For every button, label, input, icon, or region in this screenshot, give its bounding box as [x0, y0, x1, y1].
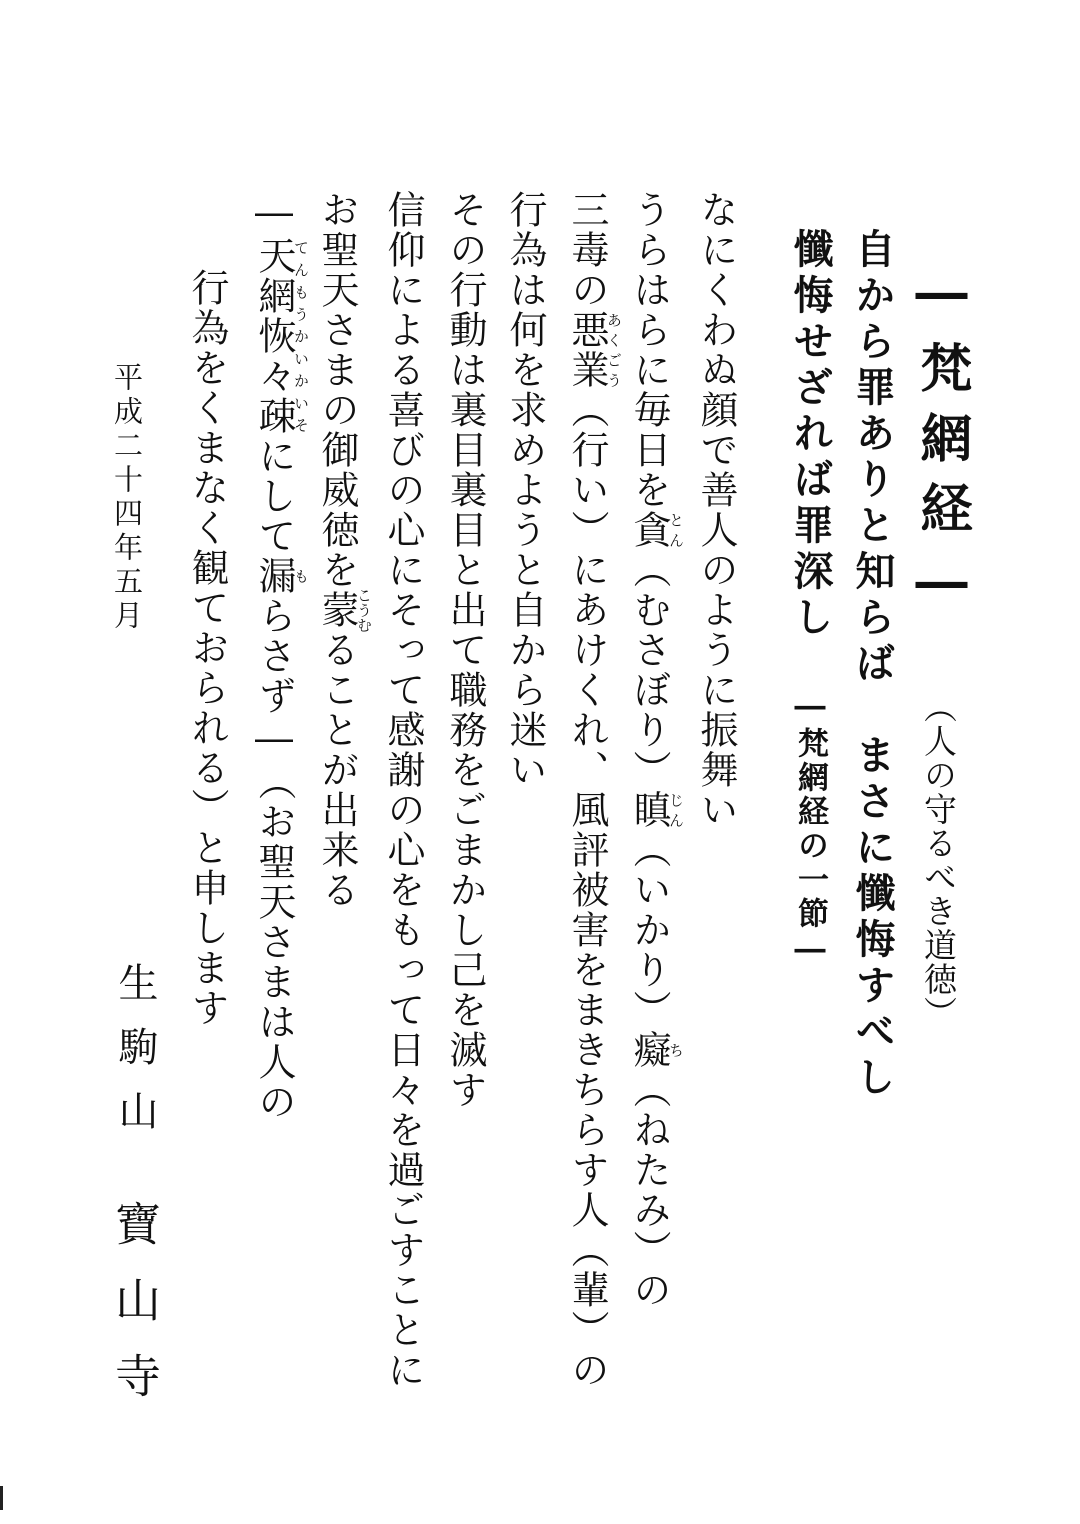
signature: [108, 962, 162, 1428]
body-line-2: [627, 190, 685, 1310]
body-line-2-part-a: うらはらに毎日を: [627, 190, 671, 510]
body-line-7: [315, 190, 373, 910]
ruby-tenmou-reading: てんもうかいかいそ: [292, 236, 310, 436]
date-line: 平成二十四年五月: [110, 362, 144, 634]
body-line-2-part-b: （むさぼり）: [627, 550, 671, 790]
heading-line-2-text: 懺悔せざれば罪深し: [787, 228, 834, 688]
ruby-komu: 蒙こうむ: [315, 587, 373, 633]
ruby-mo: 漏も: [252, 556, 310, 596]
ruby-chi: 癡ち: [627, 1030, 685, 1070]
ruby-ton-reading: とん: [667, 510, 685, 550]
heading-note: ―梵網経の一節―: [792, 688, 828, 970]
signature-mountain: 生駒山: [112, 962, 158, 1154]
body-line-2-part-c: （いかり）: [627, 830, 671, 1030]
body-line-7-part-b: ることが出来る: [315, 630, 359, 910]
ruby-chi-reading: ち: [667, 1030, 685, 1070]
body-line-4: 行為は何を求めようと自から迷い: [503, 190, 547, 790]
ruby-ton: 貪とん: [627, 510, 685, 550]
ruby-tenmou: 天網恢々疎てんもうかいかいそ: [252, 236, 310, 436]
heading-line-1: 自から罪ありと知らば まさに懺悔すべし: [849, 228, 896, 1102]
body-line-9: 行為をくまなく観ておられる）と申します: [185, 268, 229, 1028]
body-line-3: [565, 190, 623, 1390]
body-line-8-part-a: ―: [252, 190, 296, 236]
body-line-7-part-a: お聖天さまの御威徳を: [315, 190, 359, 590]
body-line-8-part-c: らさず―（お聖天さまは人の: [252, 596, 296, 1122]
signature-temple: 寶山寺: [108, 1200, 162, 1428]
page-title: ―梵網経―: [911, 262, 972, 630]
body-line-8: [252, 190, 310, 1122]
body-line-1: なにくわぬ顔で善人のように振舞い: [694, 190, 738, 830]
ruby-mo-reading: も: [292, 556, 310, 596]
ruby-komu-reading: こうむ: [355, 587, 373, 633]
ruby-jin-reading: じん: [667, 790, 685, 830]
ruby-akugo-reading: あくごう: [605, 310, 623, 390]
ruby-akugo: 悪業あくごう: [565, 310, 623, 390]
page-subtitle: （人の守るべき道徳）: [919, 690, 958, 1030]
body-line-3-part-a: 三毒の: [565, 190, 609, 310]
body-line-8-part-b: にして: [252, 436, 296, 556]
heading-line-2: [787, 228, 834, 970]
ruby-jin: 瞋じん: [627, 790, 685, 830]
body-line-5: その行動は裏目裏目と出て職務をごまかし己を滅す: [443, 190, 487, 1110]
body-line-6: 信仰による喜びの心にそって感謝の心をもって日々を過ごすことに: [381, 190, 425, 1390]
scan-edge-mark: [0, 1486, 3, 1510]
body-line-2-part-d: （ねたみ）の: [627, 1070, 671, 1310]
body-line-3-part-b: （行い）にあけくれ、風評被害をまきちらす人（輩）の: [565, 390, 609, 1390]
